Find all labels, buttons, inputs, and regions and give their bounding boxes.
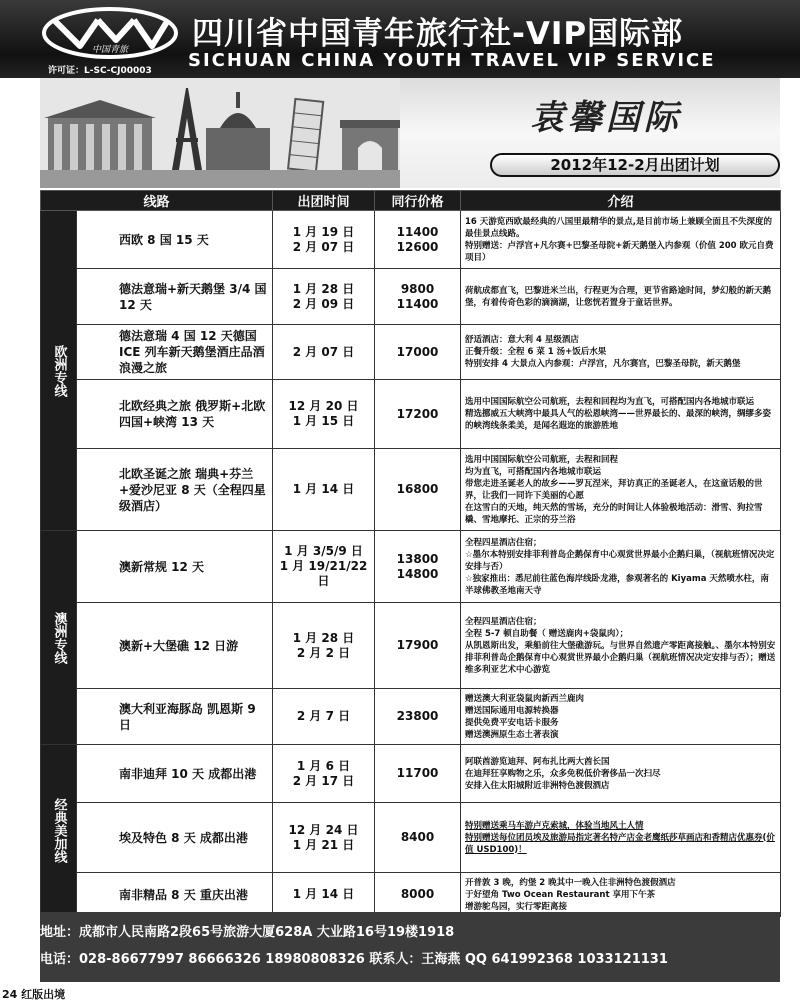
title-english: SICHUAN CHINA YOUTH TRAVEL VIP SERVICE <box>188 50 716 71</box>
brand-script-logo: 袁馨国际 <box>530 98 682 138</box>
date-cell: 2 月 7 日 <box>273 689 375 745</box>
desc-cell: 特别赠送乘马车游卢克索城，体验当地风土人情 特别赠送每位团员埃及旅游局指定著名特产店金老鹰纸莎草画店和香精店优惠券(价值 USD100)！ <box>461 803 781 873</box>
desc-cell: 赠送澳大利亚袋鼠肉新西兰鹿肉 赠送国际通用电源转换器 提供免费平安电话卡服务 赠送澳洲原生态土著表演 <box>461 689 781 745</box>
table-row <box>41 380 781 449</box>
table-row <box>41 269 781 325</box>
landmarks-illustration <box>40 78 400 188</box>
date-cell: 12 月 20 日 1 月 15 日 <box>273 380 375 449</box>
table-row <box>41 325 781 380</box>
desc-cell: 16 天游览西欧最经典的八国里最精华的景点,是目前市场上兼顾全面且不失深度的最佳景点线路。 特别赠送：卢浮宫+凡尔赛+巴黎圣母院+新天鹅堡入内参观（价值 200 欧元自费项目） <box>461 211 781 269</box>
route-cell: 澳新常规 12 天 <box>77 531 273 603</box>
route-cell: 埃及特色 8 天 成都出港 <box>77 803 273 873</box>
route-cell: 澳大利亚海豚岛 凯恩斯 9 日 <box>77 689 273 745</box>
permit-number: 许可证：L-SC-CJ00003 <box>48 66 152 76</box>
footer <box>40 912 780 982</box>
price-cell: 9800 11400 <box>375 269 461 325</box>
plan-title: 2012年12-2月出团计划 <box>490 153 780 177</box>
table-row <box>41 803 781 873</box>
desc-cell: 全程四星酒店住宿； 全程 5-7 顿自助餐（ 赠送鹿肉+袋鼠肉）； 从凯恩斯出发，乘船前往大堡礁游玩。与世界自然遗产零距离接触。、墨尔本特别安排菲利普岛企鹅保育中心观赏世界最小企鹅归巢（视航班情况决定安排与否）；赠送维多利亚艺术中心游览 <box>461 603 781 689</box>
price-cell: 16800 <box>375 449 461 531</box>
desc-cell: 开普敦 3 晚，约堡 2 晚其中一晚入住非洲特色渡假酒店 于好望角 Two Ocean Restaurant 享用下午茶 增游鸵鸟园，实行零距离接 <box>461 873 781 917</box>
table-row <box>41 531 781 603</box>
cyts-logo <box>40 6 180 60</box>
desc-cell: 阿联酋游览迪拜、阿布扎比两大酋长国 在迪拜狂享购物之乐，众多免税低价奢侈品一次扫尽 安排入住太阳城附近非洲特色渡假酒店 <box>461 745 781 803</box>
category-europe: 欧洲专线 <box>41 211 77 531</box>
date-cell: 1 月 3/5/9 日 1 月 19/21/22 日 <box>273 531 375 603</box>
banner <box>40 78 780 188</box>
price-cell: 17000 <box>375 325 461 380</box>
desc-cell: 选用中国国际航空公司航班，去程和回程均为直飞，可搭配国内各地城市联运 精选挪威五大峡湾中最具人气的松恩峡湾——世界最长的、最深的峡湾，绸缪多姿的峡湾线条柔美，是闻名遐迩的旅游胜地 <box>461 380 781 449</box>
table-row <box>41 689 781 745</box>
header-price: 同行价格 <box>375 191 461 211</box>
tour-table <box>40 190 781 917</box>
pisa-tower-icon <box>288 99 323 172</box>
price-cell: 11700 <box>375 745 461 803</box>
arc-de-triomphe-icon <box>340 120 400 170</box>
route-cell: 西欧 8 国 15 天 <box>77 211 273 269</box>
table-row <box>41 211 781 269</box>
desc-cell: 舒适酒店：意大利 4 星级酒店 正餐升级：全程 6 菜 1 汤+饭后水果 特别安排 4 大景点入内参观：卢浮宫，凡尔赛宫，巴黎圣母院，新天鹅堡 <box>461 325 781 380</box>
route-cell: 德法意瑞+新天鹅堡 3/4 国 12 天 <box>77 269 273 325</box>
address-line: 地址：成都市人民南路2段65号旅游大厦628A 大业路16号19楼1918 <box>40 925 455 940</box>
price-cell: 8000 <box>375 873 461 917</box>
desc-cell: 全程四星酒店住宿； ☆墨尔本特别安排菲利普岛企鹅保育中心观赏世界最小企鹅归巢，（视航班情况决定安排与否） ☆独家推出：悉尼前往蓝色海岸线卧龙港，参观著名的 Kiyama 天然喷水柱，南半球佛教圣地南天寺 <box>461 531 781 603</box>
header-route: 线路 <box>41 191 273 211</box>
title-chinese: 四川省中国青年旅行社-VIP国际部 <box>192 16 684 52</box>
logo-text: 中国青旅 <box>91 45 129 55</box>
table-row <box>41 745 781 803</box>
price-cell: 11400 12600 <box>375 211 461 269</box>
date-cell: 1 月 28 日 2 月 2 日 <box>273 603 375 689</box>
category-australia: 澳洲专线 <box>41 531 77 745</box>
price-cell: 13800 14800 <box>375 531 461 603</box>
date-cell: 1 月 14 日 <box>273 873 375 917</box>
date-cell: 1 月 28 日 2 月 09 日 <box>273 269 375 325</box>
route-cell: 德法意瑞 4 国 12 天德国 ICE 列车新天鹅堡酒庄品酒浪漫之旅 <box>77 325 273 380</box>
desc-cell: 荷航成都直飞，巴黎进米兰出，行程更为合理，更节省路途时间，梦幻般的新天鹅堡，有着传奇色彩的滴滴湖，让您恍若置身于童话世界。 <box>461 269 781 325</box>
table-row <box>41 449 781 531</box>
desc-cell: 选用中国国际航空公司航班，去程和回程 均为直飞，可搭配国内各地城市联运 带您走进圣诞老人的故乡——罗瓦涅米，拜访真正的圣诞老人，在这童话般的世界，让我们一同许下美丽的心愿 在这雪白的天地，纯天然的雪场，充分的时间让人体验极地活动：滑雪、狗拉雪橇、雪地摩托、正宗的芬兰浴 <box>461 449 781 531</box>
price-cell: 23800 <box>375 689 461 745</box>
header-date: 出团时间 <box>273 191 375 211</box>
phone-line: 电话：028-86677997 86666326 18980808326 联系人：王海燕 QQ 641992368 1033121131 <box>40 952 668 967</box>
header-desc: 介绍 <box>461 191 781 211</box>
price-cell: 8400 <box>375 803 461 873</box>
route-cell: 北欧圣诞之旅 瑞典+芬兰+爱沙尼亚 8 天（全程四星级酒店） <box>77 449 273 531</box>
route-cell: 南非精品 8 天 重庆出港 <box>77 873 273 917</box>
header <box>0 0 800 78</box>
route-cell: 澳新+大堡礁 12 日游 <box>77 603 273 689</box>
route-cell: 南非迪拜 10 天 成都出港 <box>77 745 273 803</box>
price-cell: 17900 <box>375 603 461 689</box>
date-cell: 2 月 07 日 <box>273 325 375 380</box>
route-cell: 北欧经典之旅 俄罗斯+北欧四国+峡湾 13 天 <box>77 380 273 449</box>
page-note: 24 红版出境 <box>2 988 66 1000</box>
price-cell: 17200 <box>375 380 461 449</box>
date-cell: 1 月 19 日 2 月 07 日 <box>273 211 375 269</box>
table-row <box>41 873 781 917</box>
date-cell: 1 月 6 日 2 月 17 日 <box>273 745 375 803</box>
table-row <box>41 603 781 689</box>
date-cell: 1 月 14 日 <box>273 449 375 531</box>
table-header <box>41 191 781 211</box>
date-cell: 12 月 24 日 1 月 21 日 <box>273 803 375 873</box>
category-classic: 经典美加线 <box>41 745 77 917</box>
